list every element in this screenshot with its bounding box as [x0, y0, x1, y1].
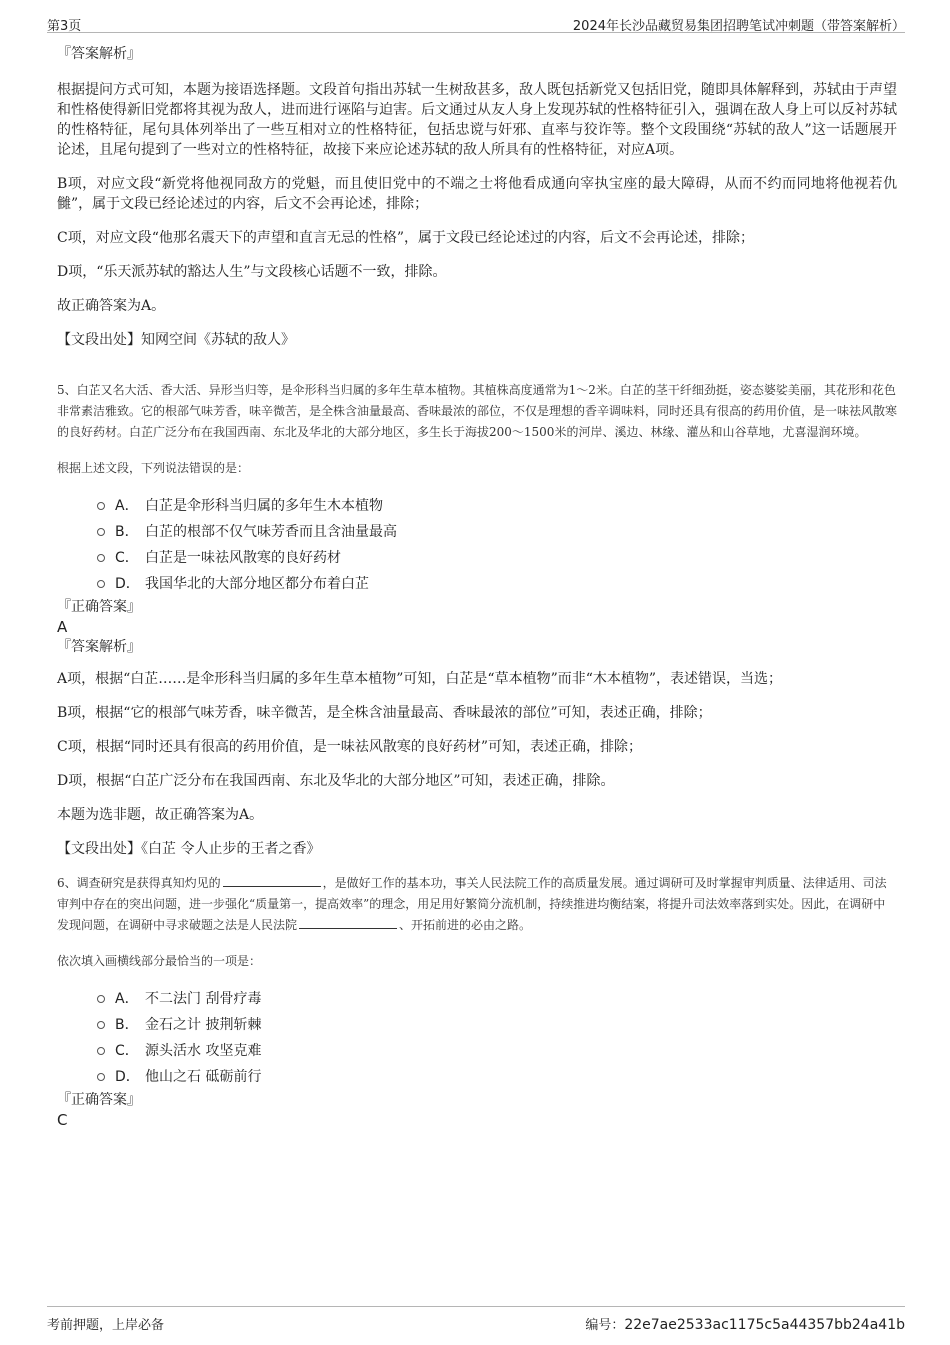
- q5-analysis-b: B项，根据“它的根部气味芳香，味辛微苦，是全株含油量最高、香味最浓的部位”可知，表述正确，排除；: [57, 705, 712, 721]
- page-header: [47, 14, 905, 33]
- radio-icon[interactable]: [97, 502, 105, 510]
- q5-option-d[interactable]: D． 我国华北的大部分地区都分布着白芷: [57, 571, 897, 597]
- q4-analysis-label: 『答案解析』: [57, 46, 141, 62]
- q6-prompt: 依次填入画横线部分最恰当的一项是：: [57, 954, 262, 968]
- q4-source: 【文段出处】知网空间《苏轼的敌人》: [57, 332, 295, 348]
- radio-icon[interactable]: [97, 580, 105, 588]
- q6-option-d[interactable]: D． 他山之石 砥砺前行: [57, 1064, 897, 1090]
- page-footer: [47, 1306, 905, 1337]
- q6-option-c[interactable]: C． 源头活水 攻坚克难: [57, 1038, 897, 1064]
- q5-option-a[interactable]: A． 白芷是伞形科当归属的多年生木本植物: [57, 493, 897, 519]
- q5-source: 【文段出处】《白芷 令人止步的王者之香》: [57, 841, 321, 857]
- q4-analysis-main: 根据提问方式可知，本题为接语选择题。文段首句指出苏轼一生树敌甚多，敌人既包括新党又包括旧党，随即具体解释到，苏轼由于声望和性格使得新旧党都将其视为敌人，进而进行诬陷与迫害。后文通过从友人身上发现苏轼的性格特征引入，强调在敌人身上可以反衬苏轼的性格特征，尾句具体列举出了一些互相对立的性格特征，包括忠谠与奸邪、直率与狡诈等。整个文段围绕“苏轼的敌人”这一话题展开论述，且尾句提到了一些对立的性格特征，故接下来应论述苏轼的敌人所具有的性格特征，对应A项。: [57, 82, 897, 158]
- q5-options: [57, 493, 897, 597]
- q5-stem: 5、白芷又名大活、香大活、异形当归等，是伞形科当归属的多年生草本植物。其植株高度通常为1～2米。白芷的茎干纤细劲挺，姿态婆娑美丽，其花形和花色非常素洁雅致。它的根部气味芳香，味辛微苦，是全株含油量最高、香味最浓的部位，不仅是理想的香辛调味料，同时还具有很高的药用价值，是一味祛风散寒的良好药材。白芷广泛分布在我国西南、东北及华北的大部分地区，多生长于海拔200～1500米的河岸、溪边、林缘、灌丛和山谷草地，尤喜湿润环境。: [57, 383, 898, 439]
- q5-analysis-d: D项，根据“白芷广泛分布在我国西南、东北及华北的大部分地区”可知，表述正确，排除。: [57, 773, 615, 789]
- q6-options: [57, 986, 897, 1090]
- q5-option-b[interactable]: B． 白芷的根部不仅气味芳香而且含油量最高: [57, 519, 897, 545]
- radio-icon[interactable]: [97, 1047, 105, 1055]
- q5-analysis-c: C项，根据“同时还具有很高的药用价值，是一味祛风散寒的良好药材”可知，表述正确，排除；: [57, 739, 643, 755]
- radio-icon[interactable]: [97, 995, 105, 1003]
- q5-answer-label: 『正确答案』: [57, 599, 141, 615]
- page-number: 第3页: [47, 19, 82, 34]
- footer-slogan: 考前押题，上岸必备: [47, 1318, 165, 1333]
- q6-stem: 6、调查研究是获得真知灼见的 ，是做好工作的基本功，事关人民法院工作的高质量发展。通过调研可及时掌握审判质量、法律适用、司法审判中存在的突出问题，进一步强化“质量第一，提高效率”的理念，用足用好繁简分流机制，持续推进均衡结案，将提升司法效率落到实处。因此，在调研中发现问题，在调研中寻求破题之法是人民法院 、开拓前进的必由之路。: [57, 876, 887, 932]
- q5-analysis-label: 『答案解析』: [57, 639, 141, 655]
- q6-option-b[interactable]: B． 金石之计 披荆斩棘: [57, 1012, 897, 1038]
- fill-blank-1: [223, 874, 321, 887]
- document-title: 2024年长沙品藏贸易集团招聘笔试冲刺题（带答案解析）: [572, 19, 905, 34]
- q4-analysis-c: C项，对应文段“他那名震天下的声望和直言无忌的性格”，属于文段已经论述过的内容，后文不会再论述，排除；: [57, 230, 755, 246]
- q6-answer-label: 『正确答案』: [57, 1092, 141, 1108]
- main-content: [57, 44, 897, 1130]
- q6-answer: C: [57, 1111, 68, 1129]
- q5-conclusion: 本题为选非题，故正确答案为A。: [57, 807, 264, 823]
- radio-icon[interactable]: [97, 1021, 105, 1029]
- radio-icon[interactable]: [97, 554, 105, 562]
- q5-option-c[interactable]: C． 白芷是一味祛风散寒的良好药材: [57, 545, 897, 571]
- q6-option-a[interactable]: A． 不二法门 刮骨疗毒: [57, 986, 897, 1012]
- document-code: 编号：22e7ae2533ac1175c5a44357bb24a41b: [585, 1317, 905, 1333]
- q5-analysis-a: A项，根据“白芷……是伞形科当归属的多年生草本植物”可知，白芷是“草本植物”而非“木本植物”，表述错误，当选；: [57, 671, 783, 687]
- radio-icon[interactable]: [97, 1073, 105, 1081]
- q4-analysis-b: B项，对应文段“新党将他视同敌方的党魁，而且使旧党中的不端之士将他看成通向宰执宝座的最大障碍，从而不约而同地将他视若仇雠”，属于文段已经论述过的内容，后文不会再论述，排除；: [57, 176, 897, 212]
- fill-blank-2: [299, 916, 397, 929]
- q5-prompt: 根据上述文段，下列说法错误的是：: [57, 461, 250, 475]
- q5-answer: A: [57, 618, 68, 636]
- q4-analysis-d: D项，“乐天派苏轼的豁达人生”与文段核心话题不一致，排除。: [57, 264, 447, 280]
- q4-conclusion: 故正确答案为A。: [57, 298, 166, 314]
- radio-icon[interactable]: [97, 528, 105, 536]
